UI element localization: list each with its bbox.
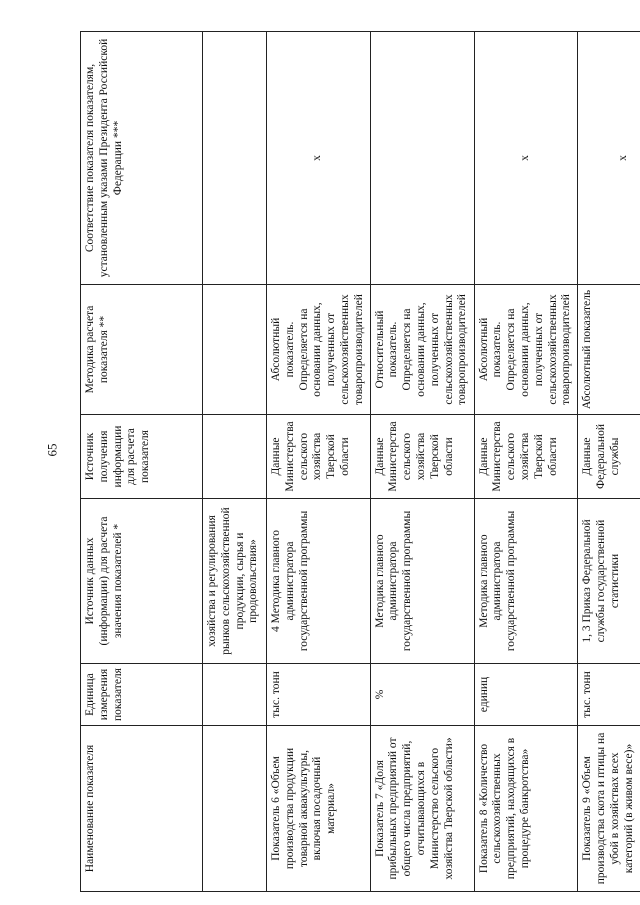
cell-compliance: х (578, 32, 640, 285)
cell-unit: тыс. тонн (267, 664, 371, 726)
page-number: 65 (44, 443, 60, 457)
cell-data-source: Методика главного администратора государственной программы (370, 499, 474, 664)
cell-compliance: х (474, 32, 578, 285)
cell-info-source: Данные Федеральной службы (578, 415, 640, 499)
header-data-source: Источник данных (информации) для расчета значения показателей * (81, 499, 203, 664)
cell-data-source: Методика главного администратора государственной программы (474, 499, 578, 664)
rotated-table-container (80, 32, 635, 892)
table-row (474, 32, 578, 892)
header-indicator-name: Наименование показателя (81, 726, 203, 892)
cell-unit: % (370, 664, 474, 726)
cell-name: Показатель 7 «Доля прибыльных предприятий от общего числа предприятий, отчитывающихся в Министерство сельского хозяйства Тверской области» (370, 726, 474, 892)
header-compliance: Соответствие показателя показателям, установленным указами Президента Российской Федерации *** (81, 32, 203, 285)
cell-data-source: 4 Методика главного администратора государственной программы (267, 499, 371, 664)
cell-name (203, 726, 267, 892)
cell-unit (203, 664, 267, 726)
cell-method: Абсолютный показатель. Определяется на основании данных, полученных от сельскохозяйственных товаропроизводителей (267, 285, 371, 415)
cell-method (203, 285, 267, 415)
cell-name: Показатель 6 «Объем производства продукции товарной аквакультуры, включая посадочный материал» (267, 726, 371, 892)
header-info-source: Источник получения информации для расчета показателя (81, 415, 203, 499)
cell-compliance: х (267, 32, 371, 285)
cell-info-source: Данные Министерства сельского хозяйства Тверской области (267, 415, 371, 499)
cell-compliance (370, 32, 474, 285)
cell-unit: единиц (474, 664, 578, 726)
table-row (267, 32, 371, 892)
cell-info-source: Данные Министерства сельского хозяйства Тверской области (474, 415, 578, 499)
cell-data-source: 1, 3 Приказ Федеральной службы государственной статистики (578, 499, 640, 664)
indicators-table (80, 31, 640, 892)
cell-method: Относительный показатель. Определяется на основании данных, полученных от сельскохозяйственных товаропроизводителей (370, 285, 474, 415)
cell-data-source: хозяйства и регулирования рынков сельскохозяйственной продукции, сырья и продовольствия» (203, 499, 267, 664)
cell-info-source: Данные Министерства сельского хозяйства Тверской области (370, 415, 474, 499)
cell-name: Показатель 9 «Объем производства скота и птицы на убой в хозяйствах всех категорий (в живом весе)» (578, 726, 640, 892)
cell-unit: тыс. тонн (578, 664, 640, 726)
header-unit: Единица измерения показателя (81, 664, 203, 726)
cell-info-source (203, 415, 267, 499)
table-row (578, 32, 640, 892)
cell-method: Абсолютный показатель (578, 285, 640, 415)
cell-compliance (203, 32, 267, 285)
table-row-continuation (203, 32, 267, 892)
cell-name: Показатель 8 «Количество сельскохозяйственных предприятий, находящихся в процедуре банкротства» (474, 726, 578, 892)
table-header-row (81, 32, 203, 892)
header-method: Методика расчета показателя ** (81, 285, 203, 415)
table-row (370, 32, 474, 892)
cell-method: Абсолютный показатель. Определяется на основании данных, полученных от сельскохозяйственных товаропроизводителей (474, 285, 578, 415)
